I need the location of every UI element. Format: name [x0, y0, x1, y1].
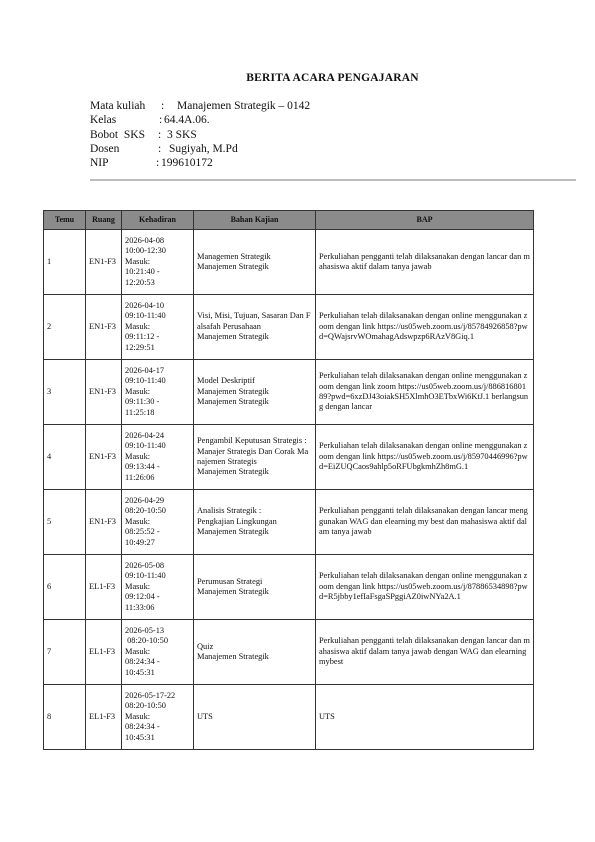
cell-temu: 6 [44, 555, 86, 620]
cell-temu: 7 [44, 620, 86, 685]
kehadiran-line: 09:11:30 - [125, 397, 160, 407]
cell-kehadiran [122, 295, 194, 360]
bahan-kajian-line: Manajemen Strategik [197, 332, 269, 342]
kehadiran-line: 10:21:40 - [125, 267, 160, 277]
info-label: Dosen [90, 142, 120, 155]
kehadiran-line: 10:00-12:30 [125, 246, 166, 256]
bahan-kajian-line: Visi, Misi, Tujuan, Sasaran Dan Falsafah Perusahaan [197, 311, 311, 331]
kehadiran-line: 09:12:04 - [125, 592, 160, 602]
kehadiran-line: 2026-05-17-22 [125, 690, 176, 700]
bahan-kajian-line: Pengambil Keputusan Strategis : Manajer Strategis Dan Corak Manajemen Strategis [197, 436, 309, 466]
info-value: Manajemen Strategik – 0142 [177, 100, 311, 112]
cell-bahan-kajian [194, 360, 316, 425]
cell-temu: 2 [44, 295, 86, 360]
kehadiran-line: 10:45:31 [125, 732, 155, 742]
kehadiran-line: 12:29:51 [125, 342, 155, 352]
cell-bap: Perkuliahan telah dilaksanakan dengan online menggunakan zoom dengan link https://us05web.zoom.us/j/85970446996?pwd=EiZUQCaos9ahlp5oRFUbgkmhZh8mG.1 [316, 425, 534, 490]
cell-ruang: EN1-F3 [86, 490, 122, 555]
cell-temu: 3 [44, 360, 86, 425]
kehadiran-line: 09:10-11:40 [125, 376, 166, 386]
cell-temu: 5 [44, 490, 86, 555]
cell-ruang: EN1-F3 [86, 295, 122, 360]
cell-bahan-kajian [194, 230, 316, 295]
info-separator: : [156, 157, 160, 170]
bahan-kajian-line: Manajemen Strategik [197, 527, 269, 537]
info-row-kelas [90, 113, 310, 127]
cell-kehadiran [122, 230, 194, 295]
info-row-dosen [90, 142, 310, 156]
kehadiran-line: Masuk: [125, 451, 151, 461]
cell-bahan-kajian [194, 620, 316, 685]
kehadiran-line: 09:10-11:40 [125, 441, 166, 451]
col-header-kehadiran: Kehadiran [122, 211, 194, 230]
bahan-kajian-line: Manajemen Strategik [197, 652, 269, 661]
info-label: Mata kuliah [90, 100, 146, 112]
kehadiran-line: 09:13:44 - [125, 462, 160, 472]
info-row-mata-kuliah [90, 99, 310, 113]
cell-bap: Perkuliahan pengganti telah dilaksanakan dengan lancar dan mahasiswa aktif dalam tanya jawab [316, 230, 534, 295]
kehadiran-line: 11:25:18 [125, 407, 155, 417]
cell-bap: Perkuliahan pengganti telah dilaksanakan dengan lancar menggunakan WAG dan elearning my best dan mahasiswa aktif dalam tanya jawab [316, 490, 534, 555]
table-row [44, 295, 534, 360]
bahan-kajian-line: Manajemen Strategik [197, 262, 269, 271]
cell-bap: Perkuliahan telah dilaksanakan dengan online menggunakan zoom dengan link https://us05web.zoom.us/j/87886534898?pwd=R5jbby1efIaFsgaSPggiAZ0iwNYa2A.1 [316, 555, 534, 620]
kehadiran-line: 10:45:31 [125, 667, 155, 677]
cell-kehadiran [122, 620, 194, 685]
info-row-nip [90, 156, 310, 170]
kehadiran-line: 2026-05-13 [125, 625, 165, 635]
cell-bahan-kajian [194, 295, 316, 360]
kehadiran-line: Masuk: [125, 386, 151, 396]
course-info [90, 99, 310, 170]
cell-bap: Perkuliahan telah dilaksanakan dengan online menggunakan zoom dengan link https://us05web.zoom.us/j/85784926858?pwd=QWajsrvWOmahagAdswpzp6RAzV8Giq.1 [316, 295, 534, 360]
bahan-kajian-line: Quiz [197, 641, 214, 651]
kehadiran-line: Masuk: [125, 516, 151, 526]
info-value: Sugiyah, M.Pd [169, 142, 238, 155]
table-row [44, 685, 534, 750]
cell-bahan-kajian [194, 555, 316, 620]
kehadiran-line: Masuk: [125, 321, 151, 331]
table-row [44, 360, 534, 425]
cell-bap: UTS [316, 685, 534, 750]
kehadiran-line: 08:20-10:50 [125, 636, 169, 646]
bahan-kajian-line: UTS [197, 711, 213, 721]
kehadiran-line: 2026-04-17 [125, 365, 165, 375]
cell-ruang: EN1-F3 [86, 230, 122, 295]
cell-bap: Perkuliahan pengganti telah dilaksanakan dengan lancar dan mahasiswa aktif dalam tanya jawab dengan WAG dan elearningmybest [316, 620, 534, 685]
cell-bahan-kajian [194, 685, 316, 750]
kehadiran-line: 08:24:34 - [125, 722, 160, 732]
kehadiran-line: 2026-04-10 [125, 300, 165, 310]
kehadiran-line: 09:10-11:40 [125, 571, 166, 581]
cell-temu: 4 [44, 425, 86, 490]
cell-kehadiran [122, 360, 194, 425]
table-row [44, 425, 534, 490]
cell-kehadiran [122, 685, 194, 750]
kehadiran-line: 08:24:34 - [125, 657, 160, 667]
kehadiran-line: Masuk: [125, 581, 151, 591]
kehadiran-line: 11:33:06 [125, 602, 155, 612]
table-row [44, 555, 534, 620]
table-header-row [44, 211, 534, 230]
col-header-temu: Temu [44, 211, 86, 230]
kehadiran-line: 12:20:53 [125, 277, 155, 287]
col-header-bap: BAP [316, 211, 534, 230]
kehadiran-line: Masuk: [125, 646, 151, 656]
bahan-kajian-line: Perumusan Strategi [197, 576, 263, 586]
kehadiran-line: 09:11:12 - [125, 332, 160, 342]
info-label: Bobot SKS [90, 128, 145, 141]
info-separator: : [158, 142, 162, 155]
col-header-ruang: Ruang [86, 211, 122, 230]
info-label: NIP [90, 157, 109, 170]
bahan-kajian-line: Manajemen Strategik [197, 587, 269, 596]
table-row [44, 620, 534, 685]
cell-bahan-kajian [194, 490, 316, 555]
cell-ruang: EN1-F3 [86, 360, 122, 425]
info-label: Kelas [90, 114, 117, 127]
kehadiran-line: 08:25:52 - [125, 527, 160, 537]
info-value: 64.4A.06. [164, 114, 210, 127]
cell-temu: 8 [44, 685, 86, 750]
document-title: BERITA ACARA PENGAJARAN [246, 72, 419, 84]
cell-temu: 1 [44, 230, 86, 295]
kehadiran-line: Masuk: [125, 711, 151, 721]
info-separator: : [159, 114, 163, 127]
bahan-kajian-line: Manajemen Strategik [197, 467, 269, 477]
kehadiran-line: Masuk: [125, 256, 151, 266]
info-value: 199610172 [161, 157, 213, 170]
kehadiran-line: 09:10-11:40 [125, 311, 166, 321]
cell-kehadiran [122, 555, 194, 620]
info-row-bobot-sks [90, 128, 310, 142]
kehadiran-line: 08:20-10:50 [125, 701, 166, 711]
header-divider [90, 179, 576, 181]
info-separator: : [161, 100, 165, 112]
kehadiran-line: 08:20-10:50 [125, 506, 166, 516]
cell-ruang: EN1-F3 [86, 425, 122, 490]
kehadiran-line: 11:26:06 [125, 472, 155, 482]
kehadiran-line: 2026-04-24 [125, 430, 165, 440]
info-value: 3 SKS [167, 128, 197, 141]
bahan-kajian-line: Analisis Strategik : [197, 506, 262, 516]
cell-bap: Perkuliahan telah dilaksanakan dengan online menggunakan zoom dengan link zoom https://us05web.zoom.us/j/88681680189?pwd=6xzDJ43oiakSH5XlmhO3ETbxWi6KtJ.1 berlangsung dengan lancar [316, 360, 534, 425]
info-separator: : [158, 128, 162, 141]
cell-bahan-kajian [194, 425, 316, 490]
bap-table [43, 210, 534, 750]
col-header-bahan-kajian: Bahan Kajian [194, 211, 316, 230]
table-row [44, 490, 534, 555]
bahan-kajian-line: Managemen Strategik [197, 251, 271, 261]
bahan-kajian-line: Manajemen Strategik [197, 386, 269, 396]
cell-kehadiran [122, 425, 194, 490]
kehadiran-line: 2026-05-08 [125, 560, 165, 570]
cell-ruang: EL1-F3 [86, 620, 122, 685]
kehadiran-line: 2026-04-08 [125, 235, 165, 245]
bahan-kajian-line: Model Deskriptif [197, 376, 255, 386]
kehadiran-line: 2026-04-29 [125, 495, 165, 505]
kehadiran-line: 10:49:27 [125, 537, 155, 547]
cell-ruang: EL1-F3 [86, 685, 122, 750]
bahan-kajian-line: Pengkajian Lingkungan [197, 516, 277, 526]
table-row [44, 230, 534, 295]
bahan-kajian-line: Manajemen Strategik [197, 397, 269, 407]
cell-kehadiran [122, 490, 194, 555]
cell-ruang: EL1-F3 [86, 555, 122, 620]
